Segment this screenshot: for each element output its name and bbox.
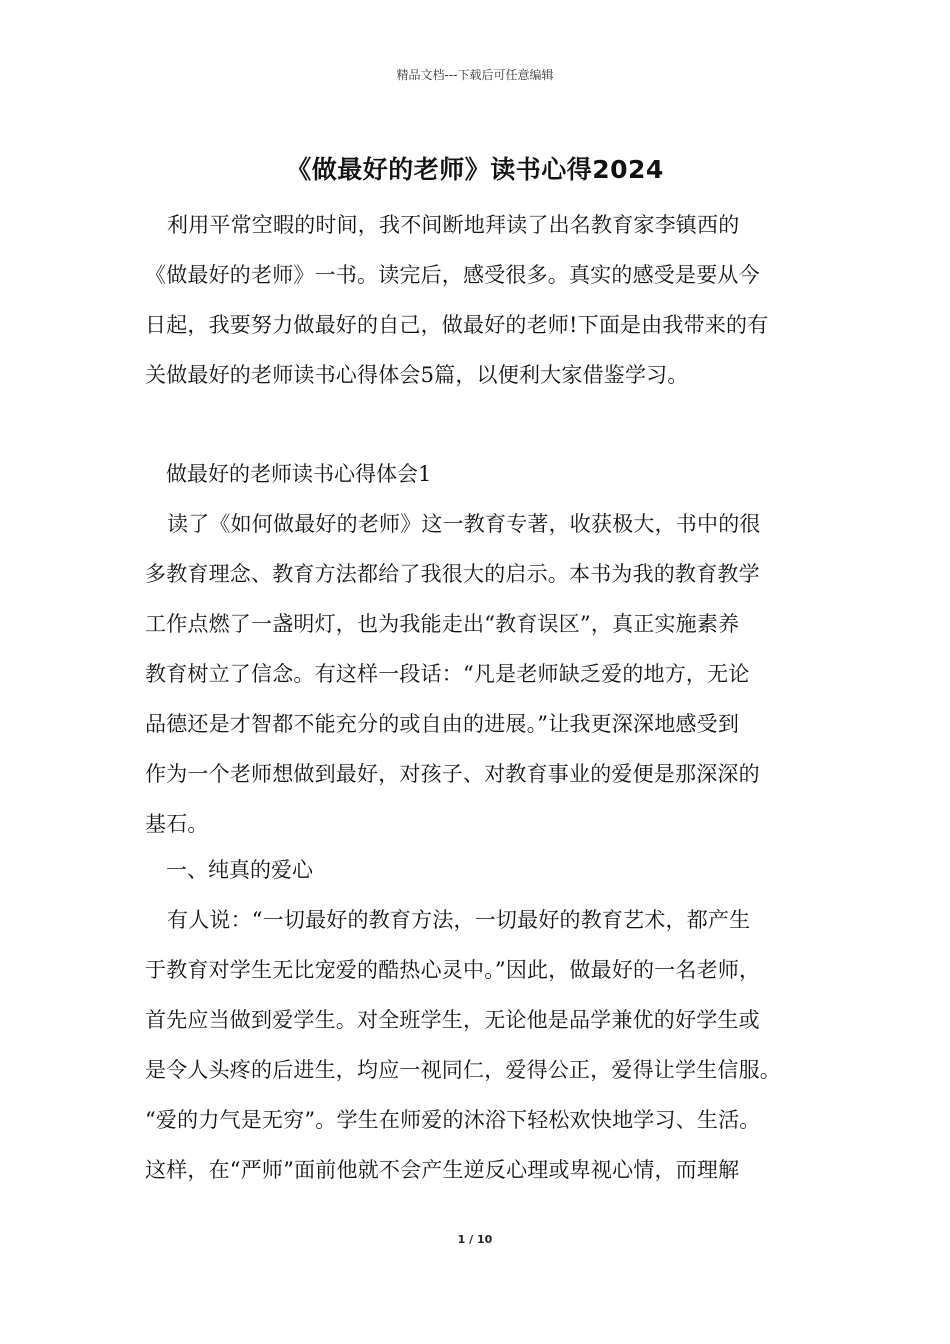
paragraph-line: 《做最好的老师》一书。读完后，感受很多。真实的感受是要从今 [145, 263, 760, 287]
paragraph-line: 这样，在“严师”面前他就不会产生逆反心理或卑视心情，而理解 [145, 1158, 740, 1182]
paragraph-line: 是令人头疼的后进生，均应一视同仁，爱得公正，爱得让学生信服。 [145, 1058, 781, 1082]
subheading: 一、纯真的爱心 [166, 858, 313, 882]
paragraph-line: 有人说：“一切最好的教育方法，一切最好的教育艺术，都产生 [167, 908, 751, 932]
page-number: 1 / 10 [457, 1233, 493, 1246]
header-note: 精品文档---下载后可任意编辑 [396, 68, 554, 82]
body-paragraph [145, 499, 815, 849]
paragraph-line: 基石。 [145, 812, 209, 836]
section-heading: 做最好的老师读书心得体会1 [166, 462, 432, 486]
paragraph-line: 教育树立了信念。有这样一段话：“凡是老师缺乏爱的地方，无论 [145, 662, 750, 686]
paragraph-line: 读了《如何做最好的老师》这一教育专著，收获极大，书中的很 [167, 512, 761, 536]
paragraph-line: 多教育理念、教育方法都给了我很大的启示。本书为我的教育教学 [145, 562, 760, 586]
paragraph-line: 品德还是才智都不能充分的或自由的进展。”让我更深深地感受到 [145, 712, 740, 736]
paragraph-line: 工作点燃了一盏明灯，也为我能走出“教育误区”，真正实施素养 [145, 612, 740, 636]
paragraph-line: 作为一个老师想做到最好，对孩子、对教育事业的爱便是那深深的 [145, 762, 760, 786]
paragraph-line: “爱的力气是无穷”。学生在师爱的沐浴下轻松欢快地学习、生活。 [145, 1108, 761, 1132]
body-paragraph [145, 895, 815, 1195]
paragraph-line: 利用平常空暇的时间，我不间断地拜读了出名教育家李镇西的 [167, 213, 740, 237]
paragraph-line: 首先应当做到爱学生。对全班学生，无论他是品学兼优的好学生或 [145, 1008, 760, 1032]
intro-paragraph [145, 200, 815, 400]
paragraph-line: 日起，我要努力做最好的自己，做最好的老师!下面是由我带来的有 [145, 313, 769, 337]
document-title: 《做最好的老师》读书心得2024 [286, 155, 664, 184]
paragraph-line: 于教育对学生无比宠爱的酷热心灵中。”因此，做最好的一名老师， [145, 958, 761, 982]
paragraph-line: 关做最好的老师读书心得体会5篇，以便利大家借鉴学习。 [145, 363, 689, 387]
